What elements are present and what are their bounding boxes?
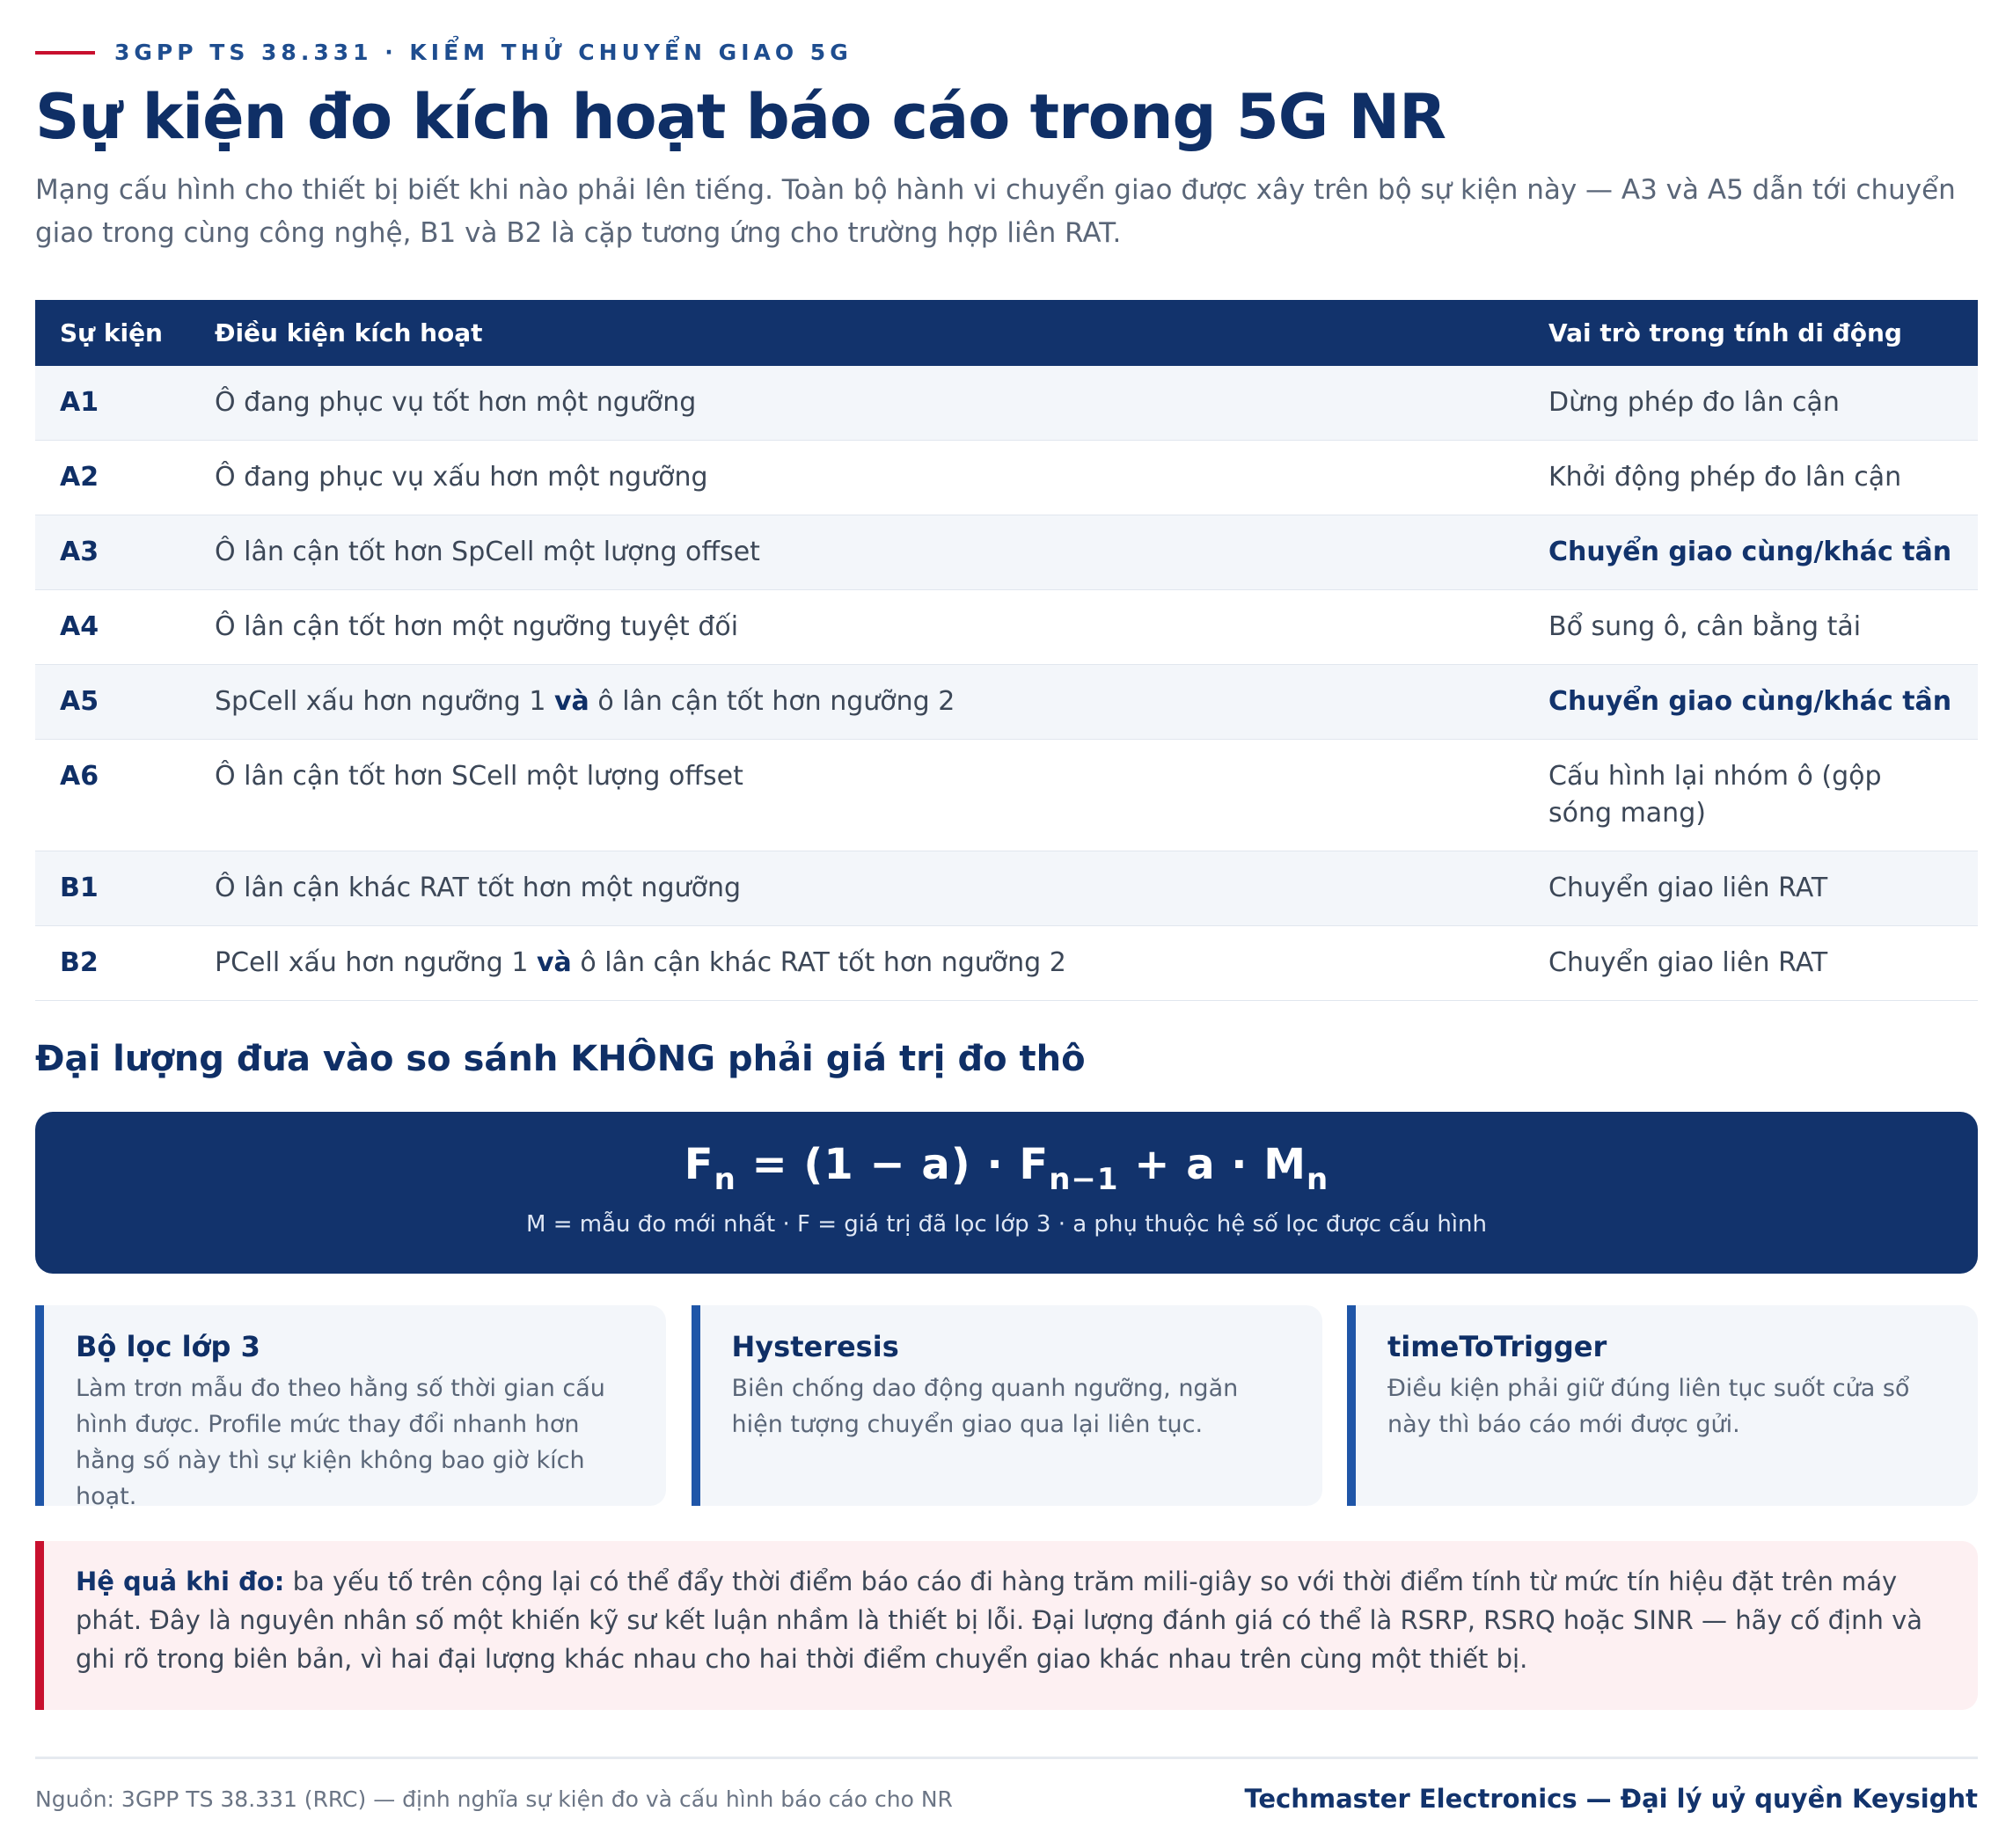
factor-cards <box>35 1305 1978 1510</box>
event-role: Chuyển giao liên RAT <box>1524 926 1978 1001</box>
header-event: Sự kiện <box>35 300 190 366</box>
eyebrow <box>35 40 853 65</box>
condition-and: và <box>536 947 572 978</box>
callout-label: Hệ quả khi đo: <box>76 1567 285 1596</box>
card-title: Hysteresis <box>731 1330 899 1363</box>
event-condition <box>190 665 1524 740</box>
condition-and: và <box>553 686 589 717</box>
event-code: A3 <box>35 515 190 590</box>
table-row <box>35 590 1978 665</box>
table-row <box>35 366 1978 441</box>
header-condition: Điều kiện kích hoạt <box>190 300 1524 366</box>
event-condition: Ô lân cận tốt hơn SCell một lượng offset <box>190 740 1524 851</box>
event-code: A5 <box>35 665 190 740</box>
event-code: A2 <box>35 441 190 515</box>
header-role: Vai trò trong tính di động <box>1524 300 1978 366</box>
filter-formula <box>35 1140 1978 1197</box>
card-title: timeToTrigger <box>1387 1330 1607 1363</box>
event-role: Chuyển giao liên RAT <box>1524 851 1978 926</box>
event-role: Dừng phép đo lân cận <box>1524 366 1978 441</box>
formula-note: M = mẫu đo mới nhất · F = giá trị đã lọc lớp 3 · a phụ thuộc hệ số lọc được cấu hình <box>526 1211 1487 1238</box>
event-role: Khởi động phép đo lân cận <box>1524 441 1978 515</box>
formula-f: F <box>684 1140 714 1189</box>
table-row <box>35 665 1978 740</box>
condition-part-1: PCell xấu hơn ngưỡng 1 <box>215 947 529 978</box>
formula-m: M <box>1263 1140 1307 1189</box>
footer-brand: Techmaster Electronics — Đại lý uỷ quyền Keysight <box>1244 1784 1978 1814</box>
table-row <box>35 926 1978 1001</box>
footer-source: Nguồn: 3GPP TS 38.331 (RRC) — định nghĩa sự kiện đo và cấu hình báo cáo cho NR <box>35 1786 953 1812</box>
formula-eq: = (1 − a) · <box>736 1140 1020 1189</box>
intro-paragraph: Mạng cấu hình cho thiết bị biết khi nào phải lên tiếng. Toàn bộ hành vi chuyển giao được xây trên bộ sự kiện này — A3 và A5 dẫn tới chuyển giao trong cùng công nghệ, B1 và B2 là cặp tương ứng cho trường hợp liên RAT. <box>35 174 1956 249</box>
event-role: Chuyển giao cùng/khác tần <box>1524 515 1978 590</box>
measurement-consequence-callout <box>35 1541 1978 1710</box>
event-code: A1 <box>35 366 190 441</box>
event-condition: Ô lân cận khác RAT tốt hơn một ngưỡng <box>190 851 1524 926</box>
formula-box <box>35 1112 1978 1274</box>
condition-part-2: ô lân cận khác RAT tốt hơn ngưỡng 2 <box>580 947 1066 978</box>
condition-part-1: SpCell xấu hơn ngưỡng 1 <box>215 686 546 717</box>
footer-divider <box>35 1757 1978 1759</box>
card-time-to-trigger <box>1347 1305 1978 1506</box>
table-row <box>35 740 1978 851</box>
formula-sub-n-minus-1: n−1 <box>1049 1162 1119 1197</box>
condition-part-2: ô lân cận tốt hơn ngưỡng 2 <box>597 686 955 717</box>
event-code: A6 <box>35 740 190 851</box>
card-layer3-filter <box>35 1305 666 1510</box>
event-role: Bổ sung ô, cân bằng tải <box>1524 590 1978 665</box>
event-code: A4 <box>35 590 190 665</box>
table-row <box>35 441 1978 515</box>
card-body: Biên chống dao động quanh ngưỡng, ngăn hiện tượng chuyển giao qua lại liên tục. <box>731 1375 1239 1438</box>
eyebrow-text: 3GPP TS 38.331 · KIỂM THỬ CHUYỂN GIAO 5G <box>114 40 853 65</box>
table-header-row <box>35 300 1978 366</box>
filter-section-heading: Đại lượng đưa vào so sánh KHÔNG phải giá trị đo thô <box>35 1039 1086 1079</box>
event-code: B2 <box>35 926 190 1001</box>
eyebrow-accent-line <box>35 51 95 55</box>
event-role: Cấu hình lại nhóm ô (gộp sóng mang) <box>1524 740 1978 851</box>
events-table <box>35 300 1978 1001</box>
event-condition: Ô lân cận tốt hơn một ngưỡng tuyệt đối <box>190 590 1524 665</box>
card-body: Làm trơn mẫu đo theo hằng số thời gian cấu hình được. Profile mức thay đổi nhanh hơn hằng số này thì sự kiện không bao giờ kích hoạt. <box>76 1375 605 1510</box>
event-role: Chuyển giao cùng/khác tần <box>1524 665 1978 740</box>
event-condition: Ô đang phục vụ xấu hơn một ngưỡng <box>190 441 1524 515</box>
card-hysteresis <box>692 1305 1322 1506</box>
formula-sub-n-m: n <box>1307 1162 1329 1197</box>
card-title: Bộ lọc lớp 3 <box>76 1330 260 1363</box>
table-row <box>35 515 1978 590</box>
event-condition <box>190 926 1524 1001</box>
table-row <box>35 851 1978 926</box>
formula-f-prev: F <box>1019 1140 1050 1189</box>
formula-plus: + a · <box>1118 1140 1264 1189</box>
page-title: Sự kiện đo kích hoạt báo cáo trong 5G NR <box>35 81 1446 153</box>
event-condition: Ô đang phục vụ tốt hơn một ngưỡng <box>190 366 1524 441</box>
card-body: Điều kiện phải giữ đúng liên tục suốt cửa sổ này thì báo cáo mới được gửi. <box>1387 1375 1910 1438</box>
event-code: B1 <box>35 851 190 926</box>
event-condition: Ô lân cận tốt hơn SpCell một lượng offset <box>190 515 1524 590</box>
callout-text: ba yếu tố trên cộng lại có thể đẩy thời điểm báo cáo đi hàng trăm mili-giây so với thời điểm tính từ mức tín hiệu đặt trên máy phát. Đây là nguyên nhân số một khiến kỹ sư kết luận nhầm là thiết bị lỗi. Đại lượng đánh giá có thể là RSRP, RSRQ hoặc SINR — hãy cố định và ghi rõ trong biên bản, vì hai đại lượng khác nhau cho hai thời điểm chuyển giao khác nhau trên cùng một thiết bị. <box>76 1567 1923 1674</box>
footer <box>35 1784 1978 1814</box>
formula-sub-n: n <box>714 1162 736 1197</box>
